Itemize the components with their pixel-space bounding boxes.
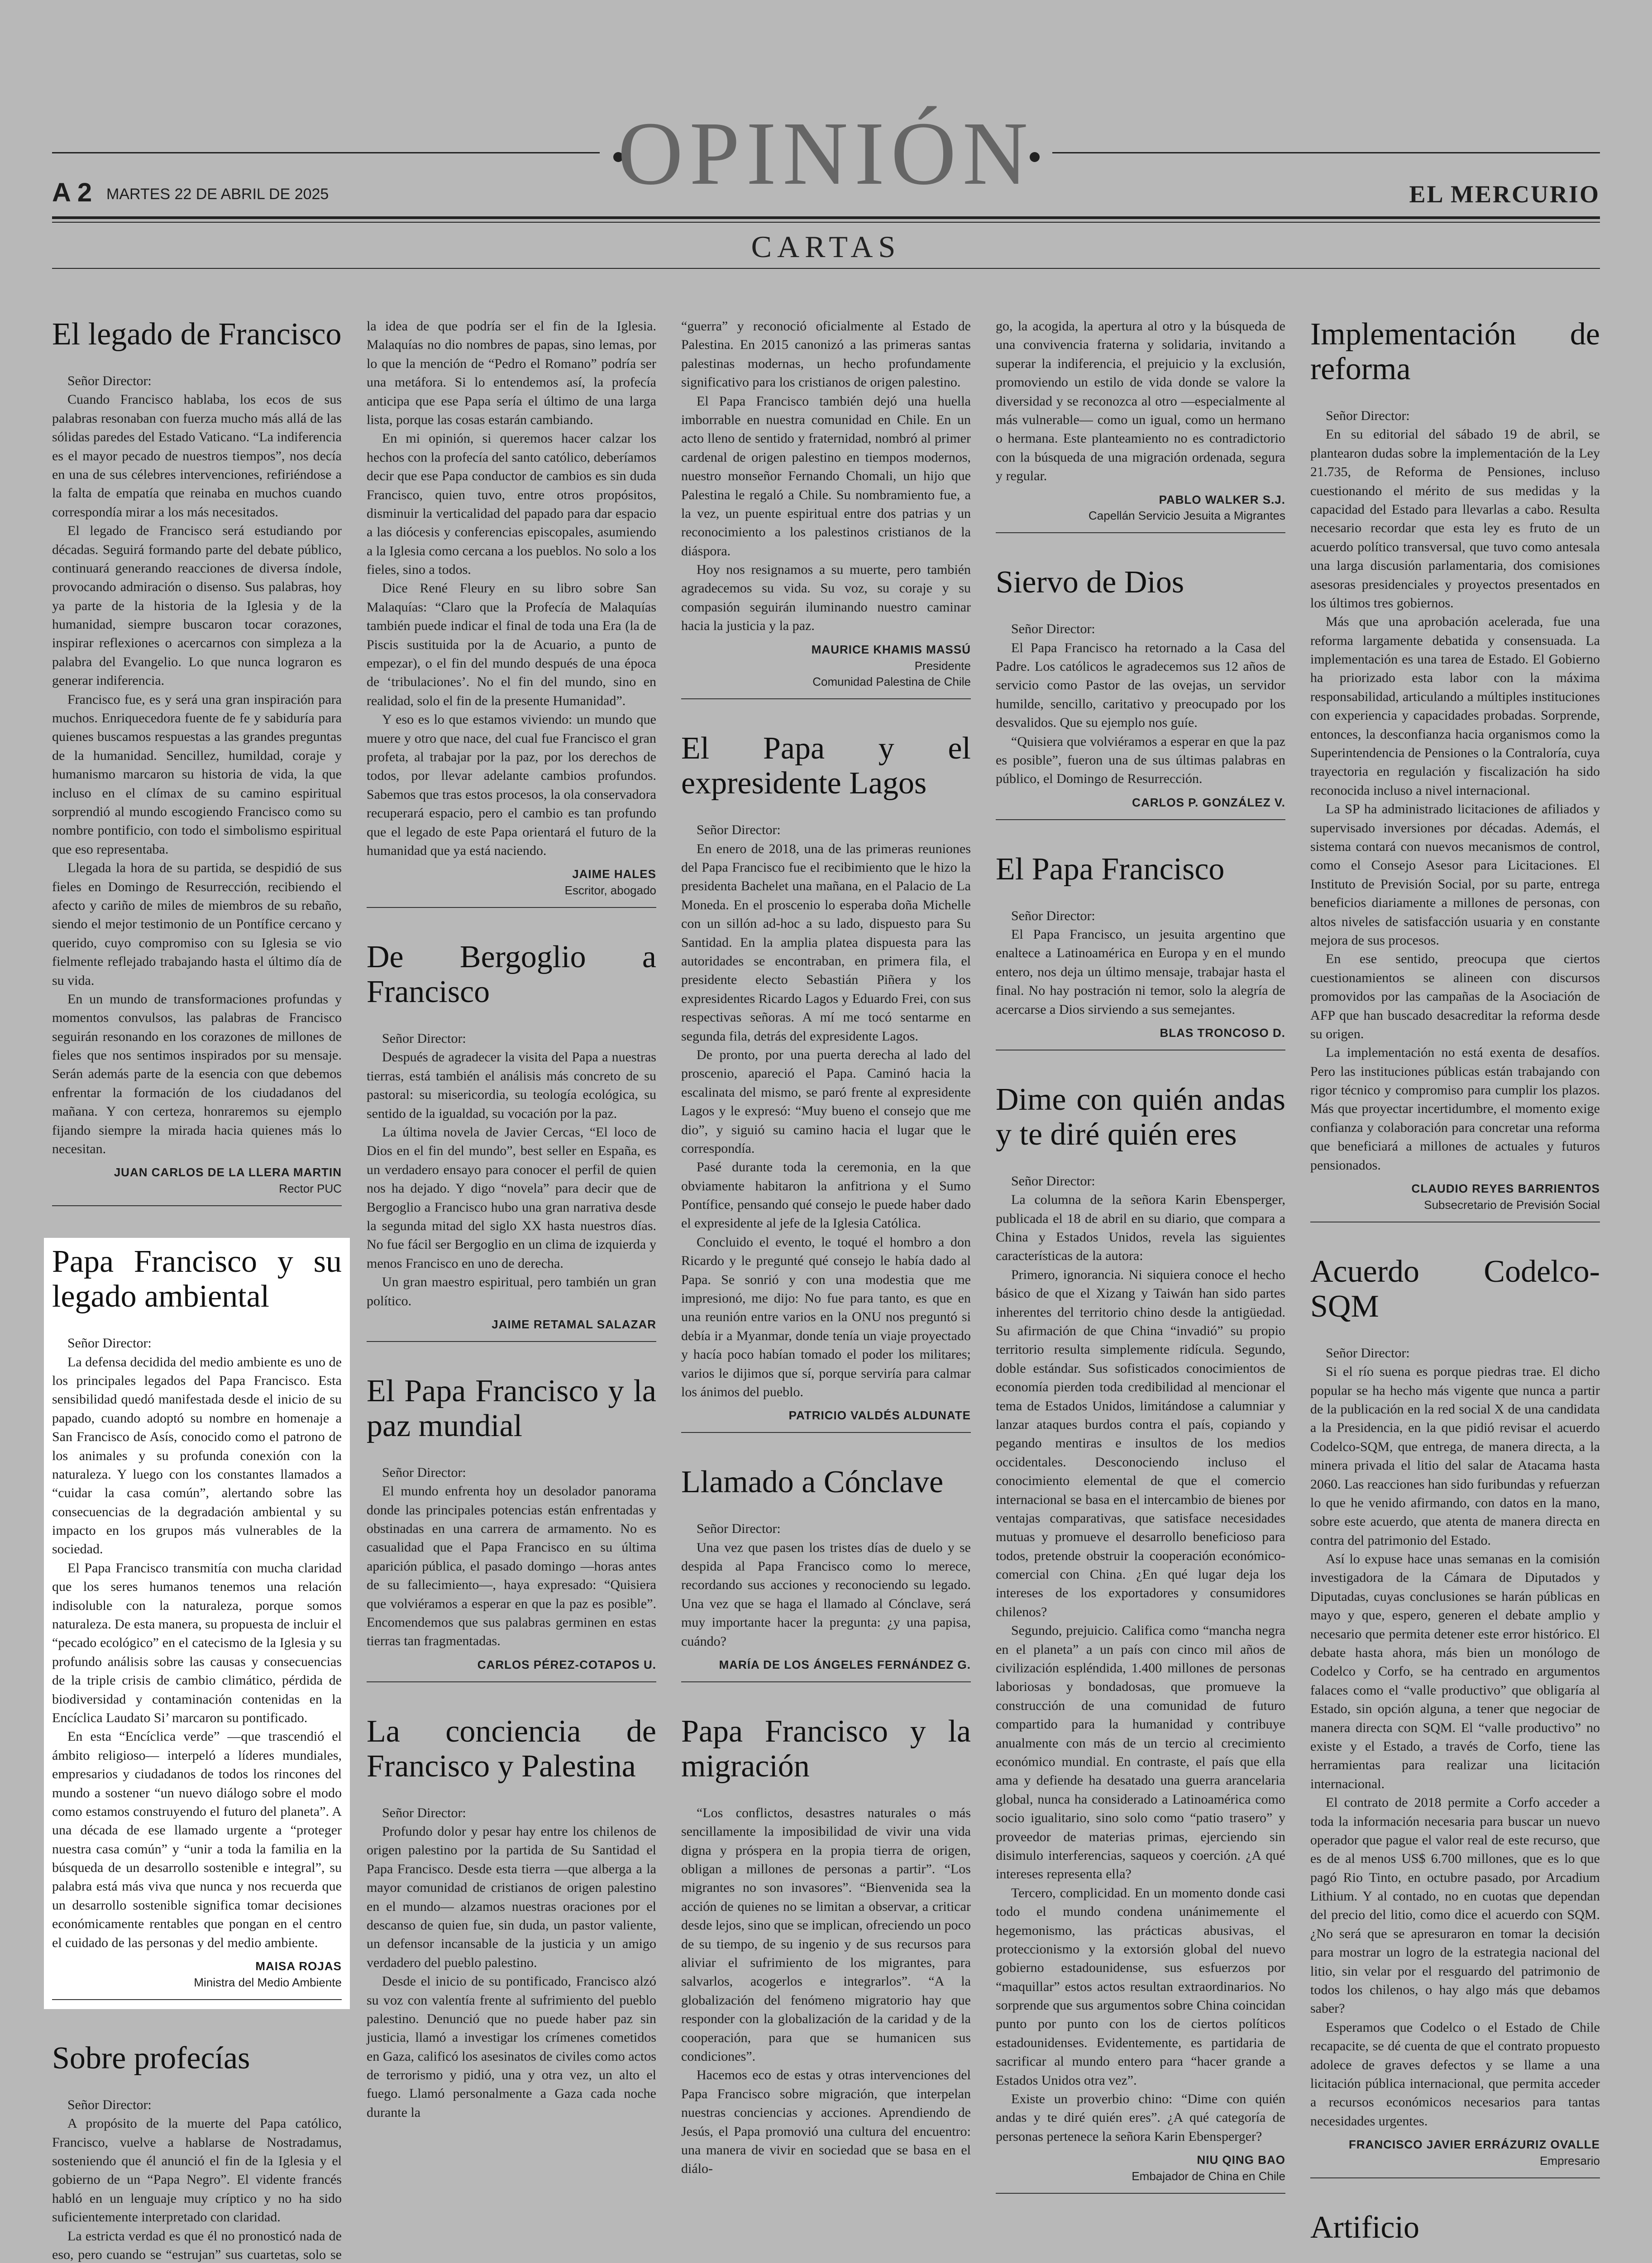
letter-title: Llamado a Cónclave — [681, 1465, 944, 1500]
letter-role: Presidente Comunidad Palestina de Chile — [681, 658, 971, 700]
page-header — [52, 0, 1600, 272]
paragraph: “Quisiera que volviéramos a esperar en que la paz es posible”, fueron una de sus últimas palabras en público, el Domingo de Resurrección. — [996, 734, 1285, 787]
paragraph: Segundo, prejuicio. Califica como “mancha negra en el planeta” a un país con cinco mil años de civilización espléndida, 1.400 millones de personas laboriosas y bondadosas, que promueve la construcción de una comunidad de futuro compartido para la humanidad y contribuye anualmente con más de un tercio al crecimiento económico mundial. En contraste, el país que ella ama y defiende ha desatado una guerra arancelaria global, nunca ha considerado a Latinoamérica como socio igualitario, sino solo como “patio trasero” y proveedor de materias primas, ejerciendo sin disimulo interferencias, saqueos y coerción. ¿A qué intereses representa ella? — [996, 1623, 1285, 1882]
letter-author: NIU QING BAO — [1197, 2153, 1285, 2167]
paragraph: Más que una aprobación acelerada, fue una reforma largamente debatida y consensuada. La implementación es una tarea de Estado. El Gobierno ha priorizado esta labor con la máxima responsabilidad, articulando a múltiples instituciones con experiencia y capacidades probadas. Sorprende, entonces, la desconfianza hacia organismos como la Superintendencia de Pensiones o la Contraloría, cuya trayectoria en regulación y fiscalización ha sido reconocida incluso a nivel internacional. — [1310, 614, 1600, 798]
salutation: Señor Director: — [67, 2097, 152, 2112]
header-rule-thick — [52, 216, 1600, 219]
letter-title: El Papa Francisco — [996, 851, 1225, 887]
paragraph: El Papa Francisco transmitía con mucha claridad que los seres humanos tenemos una relación indisoluble con la naturaleza, porque somos naturaleza. De esta manera, su propuesta de incluir el “pecado ecológico” en el catecismo de la Iglesia y su profundo análisis sobre las causas y consecuencias de la triple crisis de cambio climático, pérdida de biodiversidad y contaminación contenidas en la Encíclica Laudato Si’ marcaron su pontificado. — [52, 1560, 342, 1725]
letter — [1310, 317, 1600, 1222]
letter-title: Papa Francisco y su legado ambiental — [52, 1244, 342, 1314]
letter-title: Papa Francisco y la migración — [681, 1714, 971, 1784]
letter-author: PATRICIO VALDÉS ALDUNATE — [681, 1408, 971, 1433]
letter-author: MAISA ROJAS — [255, 1959, 342, 1973]
paragraph: Así lo expuse hace unas semanas en la comisión investigadora de la Cámara de Diputados y Diputadas, cuyas conclusiones se harán públicas en mayo y que, espero, generen el debate amplio y necesario que permita detener este error histórico. El debate hasta ahora, más bien un monólogo de Codelco y Corfo, se ha centrado en argumentos falaces como el “valle productivo” que obligaría al Estado, sin opción alguna, a tener que negociar de manera directa con SQM. El “valle productivo” no existe y el Estado, a través de Corfo, tiene las herramientas para realizar una licitación internacional. — [1310, 1552, 1600, 1791]
salutation: Señor Director: — [697, 1521, 781, 1537]
letter-title: Acuerdo Codelco-SQM — [1310, 1254, 1600, 1324]
letter — [996, 1082, 1285, 2194]
paragraph: En su editorial del sábado 19 de abril, se plantearon dudas sobre la implementación de la Ley 21.735, de Reforma de Pensiones, incluso cuestionando el mérito de sus medidas y la capacidad del Estado para llevarlas a cabo. Resulta necesario recordar que esta ley es fruto de un acuerdo político transversal, que tuvo como antesala una larga discusión parlamentaria, dos comisiones asesoras presidenciales y proyectos presentados en los últimos tres gobiernos. — [1310, 427, 1600, 611]
letter — [1310, 2210, 1600, 2263]
salutation: Señor Director: — [382, 1465, 466, 1480]
letter-author: FRANCISCO JAVIER ERRÁZURIZ OVALLE — [1349, 2138, 1600, 2152]
paragraph: En esta “Encíclica verde” —que trascendió el ámbito religioso— interpeló a líderes mundiales, empresarios y ciudadanos de todos los rincones del mundo a sostener “un nuevo diálogo sobre el modo como estamos construyendo el futuro del planeta”. A una década de ese llamado urgente a “proteger nuestra casa común” y “unir a toda la familia en la búsqueda de un desarrollo sostenible e integral”, su palabra está más viva que nunca y nos recuerda que un desarrollo sostenible significa tomar decisiones económicamente rentables que pongan en el centro el cuidado de las personas y del medio ambiente. — [52, 1729, 342, 1950]
paragraph: go, la acogida, la apertura al otro y la búsqueda de una convivencia fraterna y solidaria, invitando a superar la indiferencia, el prejuicio y la exclusión, promoviendo un estilo de vida donde se valore la diversidad y se reconozca al otro —especialmente al más vulnerable— como un igual, como un hermano o hermana. Este planteamiento no es contradictorio con la búsqueda de una migración ordenada, segura y regular. — [996, 319, 1285, 484]
letter — [681, 1714, 971, 2178]
column-4 — [996, 317, 1285, 2225]
salutation: Señor Director: — [1011, 621, 1095, 637]
header-rule-thin — [52, 222, 1600, 223]
salutation: Señor Director: — [1011, 1173, 1095, 1189]
page-date: MARTES 22 DE ABRIL DE 2025 — [106, 186, 329, 203]
letter-author: JUAN CARLOS DE LA LLERA MARTIN — [114, 1165, 342, 1179]
paragraph: Un gran maestro espiritual, pero también un gran político. — [367, 1275, 656, 1308]
letter — [1310, 1254, 1600, 2178]
salutation: Señor Director: — [1011, 908, 1095, 923]
letter-title: Artificio — [1310, 2210, 1420, 2245]
letter-title: Siervo de Dios — [996, 565, 1184, 600]
letter-role: Subsecretario de Previsión Social — [1310, 1197, 1600, 1222]
salutation: Señor Director: — [382, 1031, 466, 1046]
letter-role: Ministra del Medio Ambiente — [52, 1975, 342, 2000]
paragraph: La estricta verdad es que él no pronosticó nada de eso, pero cuando se “estrujan” sus cuartetas, solo se — [52, 2228, 342, 2262]
paragraph: Francisco fue, es y será una gran inspiración para muchos. Enriquecedora fuente de fe y sabiduría para quienes buscamos respuestas a las grandes preguntas de la humanidad. Sencillez, humildad, coraje y humanismo marcaron su historia de vida, la que incluso en el clímax de su camino espiritual sorprendió al mundo escogiendo Francisco como su nombre pontificio, con todo el simbolismo espiritual que eso representaba. — [52, 692, 342, 857]
paragraph: En mi opinión, si queremos hacer calzar los hechos con la profecía del santo católico, deberíamos decir que ese Papa conductor de cambios es sin duda Francisco, quien tuvo, entre otros propósitos, disminuir la verticalidad del papado para dar espacio a las diócesis y conferencias episcopales, asumiendo a la Iglesia como cercana a los pueblos. No solo a los fieles, sino a todos. — [367, 431, 656, 578]
paragraph: Profundo dolor y pesar hay entre los chilenos de origen palestino por la partida de Su Santidad el Papa Francisco. Desde esta tierra —que alberga a la mayor comunidad de cristianos de origen palestino en el mundo— alzamos nuestras oraciones por el descanso de quien fue, sin duda, un pastor valiente, un defensor incansable de la justicia y un amigo verdadero del pueblo palestino. — [367, 1824, 656, 1970]
paragraph: Esperamos que Codelco o el Estado de Chile recapacite, se dé cuenta de que el contrato propuesto adolece de graves defectos y se llame a una licitación pública internacional, que permita acceder a recursos económicos necesarios para tantas necesidades urgentes. — [1310, 2020, 1600, 2129]
column-5 — [1310, 317, 1600, 2263]
paragraph: El Papa Francisco, un jesuita argentino que enaltece a Latinoamérica en Europa y en el mundo entero, nos deja un último mensaje, trabajar hasta el final. No hay postración ni temor, solo la alegría de acercarse a Dios sirviendo a sus semejantes. — [996, 927, 1285, 1017]
letter-title: El legado de Francisco — [52, 317, 342, 352]
section-title: OPINIÓN — [617, 104, 1035, 204]
paragraph: Existe un proverbio chino: “Dime con quién andas y te diré quién eres”. ¿A qué categoría de personas pertenece la señora Karin Ebensperger? — [996, 2091, 1285, 2144]
letter-role: Capellán Servicio Jesuita a Migrantes — [996, 508, 1285, 533]
salutation: Señor Director: — [382, 1805, 466, 1820]
letter-title: El Papa y el expresidente Lagos — [681, 731, 971, 801]
column-2 — [367, 317, 656, 2153]
paragraph: Si el río suena es porque piedras trae. El dicho popular se ha hecho más vigente que nunca a partir de la publicación en la red social X de una candidata a la Presidencia, en la que pidió revisar el acuerdo Codelco-SQM, que entrega, de manera directa, a la minera privada el litio del salar de Atacama hasta 2060. Las reacciones han sido furibundas y refuerzan lo que he venido afirmando, con datos en la mano, sobre este acuerdo, que atenta de manera directa en contra del patrimonio del Estado. — [1310, 1364, 1600, 1548]
paragraph: De pronto, por una puerta derecha al lado del proscenio, apareció el Papa. Caminó hacia la escalinata del mismo, se paró frente al expresidente Lagos y le expresó: “Muy bueno el consejo que me dio”, y siguió su camino hacia el lugar que le correspondía. — [681, 1047, 971, 1156]
letter-continued — [681, 317, 971, 699]
letter-title: La conciencia de Francisco y Palestina — [367, 1714, 656, 1784]
paragraph: la idea de que podría ser el fin de la Iglesia. Malaquías no dio nombres de papas, sino lemas, por lo que la mención de “Pedro el Romano” podría ser una metáfora. Si lo entendemos así, la profecía anticipa que ese Papa sería el último de una larga lista, porque las cosas estarán cambiando. — [367, 319, 656, 427]
letter-title: De Bergoglio a Francisco — [367, 940, 656, 1010]
paragraph: En enero de 2018, una de las primeras reuniones del Papa Francisco fue el recibimiento que le hizo la presidenta Bachelet una mañana, en el Palacio de La Moneda. En el proscenio lo esperaba doña Michelle con un sillón ad-hoc a su lado, dispuesto para Su Santidad. En la amplia platea dispuesta para las autoridades se encontraban, en primera fila, el presidente electo Sebastián Piñera y los expresidentes Ricardo Lagos y Eduardo Frei, con sus respectivas señoras. A mí me tocó sentarme en segunda fila, detrás del expresidente Lagos. — [681, 841, 971, 1044]
paragraph: Pasé durante toda la ceremonia, en la que obviamente habitaron la anfitriona y el Sumo Pontífice, pensando qué consejo le puede haber dado el expresidente al jefe de la Iglesia Católica. — [681, 1160, 971, 1231]
letter-author: MARÍA DE LOS ÁNGELES FERNÁNDEZ G. — [681, 1657, 971, 1682]
column-1 — [52, 317, 342, 2263]
letter — [52, 2041, 342, 2263]
letter — [996, 565, 1285, 820]
letter-title: Implementación de reforma — [1310, 317, 1600, 387]
paragraph: La columna de la señora Karin Ebensperger, publicada el 18 de abril en su diario, que compara a China y Estados Unidos, revela las siguientes características de la autora: — [996, 1192, 1285, 1264]
paragraph: Cuando Francisco hablaba, los ecos de sus palabras resonaban con fuerza mucho más allá de las sólidas paredes del Estado Vaticano. “La indiferencia es el mayor pecado de nuestros tiempos”, nos decía en una de sus célebres intervenciones, refiriéndose a la falta de empatía que reinaba en muchos cuando correspondía mirar a los más necesitados. — [52, 392, 342, 520]
salutation: Señor Director: — [1326, 408, 1410, 423]
letter-title: El Papa Francisco y la paz mundial — [367, 1373, 656, 1443]
letter-author: CLAUDIO REYES BARRIENTOS — [1411, 1182, 1600, 1196]
paragraph: Hoy nos resignamos a su muerte, pero también agradecemos su vida. Su voz, su coraje y su compasión seguirán iluminando nuestro caminar hacia la justicia y la paz. — [681, 562, 971, 634]
paragraph: “guerra” y reconoció oficialmente al Estado de Palestina. En 2015 canonizó a las primeras santas palestinas modernas, un hecho profundamente significativo para los cristianos de origen palestino. — [681, 319, 971, 390]
paragraph: El mundo enfrenta hoy un desolador panorama donde las principales potencias están enfrentadas y obstinadas en una carrera de armamento. No es casualidad que el Papa Francisco en su última aparición pública, el pasado domingo —horas antes de su fallecimiento—, haya expresado: “Quisiera que volviéramos a esperar en que la paz es posible”. Encomendemos que sus palabras germinen en estas tierras tan fragmentadas. — [367, 1484, 656, 1649]
letter-continued — [996, 317, 1285, 533]
paragraph: El legado de Francisco será estudiando por décadas. Seguirá formando parte del debate público, continuará generando reacciones de diversa índole, provocando admiración o disenso. Sus palabras, hoy ya parte de la historia de la Iglesia y de la humanidad, siempre buscaron tocar corazones, inspirar reflexiones o acercarnos con simpleza a la palabra del Evangelio. Lo que nunca lograron es generar indiferencia. — [52, 523, 342, 688]
letter — [367, 1714, 656, 2122]
paragraph: Y eso es lo que estamos viviendo: un mundo que muere y otro que nace, del cual fue Francisco el gran profeta, al trabajar por la paz, por los derechos de todos, por llevar adelante cambios profundos. Sabemos que tras estos procesos, la ola conservadora recuperará espacio, pero el cambio es tan profundo que el legado de este Papa orientará el futuro de la humanidad que ya está naciendo. — [367, 712, 656, 858]
salutation: Señor Director: — [697, 822, 781, 838]
salutation: Señor Director: — [1326, 1345, 1410, 1361]
letter-author: PABLO WALKER S.J. — [1159, 492, 1285, 506]
letter — [996, 852, 1285, 1050]
paragraph: A propósito de la muerte del Papa católico, Francisco, vuelve a hablarse de Nostradamus, sosteniendo que él anunció el fin de la Iglesia y el gobierno de un “Papa Negro”. El vidente francés habló en un lenguaje muy críptico y no ha sido suficientemente interpretado con claridad. — [52, 2116, 342, 2225]
paragraph: En ese sentido, preocupa que ciertos cuestionamientos se alineen con discursos promovidos por las campañas de la Asociación de AFP que han buscado desacreditar la reforma desde su origen. — [1310, 951, 1600, 1041]
subsection-title: CARTAS — [751, 229, 901, 264]
letter-author: JAIME RETAMAL SALAZAR — [367, 1317, 656, 1342]
paragraph: Una vez que pasen los tristes días de duelo y se despida al Papa Francisco como lo merece, recordando sus acciones y reconociendo su legado. Una vez que se haga el llamado al Cónclave, será muy importante hacer la pregunta: ¿y una papisa, cuándo? — [681, 1540, 971, 1649]
paragraph: El Papa Francisco también dejó una huella imborrable en nuestra comunidad en Chile. En un acto lleno de sentido y fraternidad, nombró al primer cardenal de origen palestino en tiempos modernos, nuestro monseñor Fernando Chomali, un hijo que Palestina le regaló a Chile. Su nombramiento fue, a la vez, un puente espiritual entre dos patrias y un reconocimiento a los palestinos cristianos de la diáspora. — [681, 393, 971, 559]
letter — [367, 1374, 656, 1682]
letter-continued — [367, 317, 656, 908]
paragraph: “Los conflictos, desastres naturales o más sencillamente la imposibilidad de vivir una vida digna y próspera en la propia tierra de origen, obligan a millones de personas a partir”. “Los migrantes no son invasores”. “Bienvenida sea la acción de quienes no se limitan a observar, a criticar desde lejos, sino que se implican, ofreciendo un poco de su tiempo, de su ingenio y de sus recursos para aliviar el sufrimiento de los migrantes, para salvarlos, acogerlos e integrarlos”. “A la globalización del fenómeno migratorio hay que responder con la globalización de la caridad y de la cooperación, para que se humanicen sus condiciones”. — [681, 1805, 971, 2064]
salutation: Señor Director: — [67, 373, 152, 388]
letter — [367, 940, 656, 1342]
letter-author: MAURICE KHAMIS MASSÚ — [811, 642, 971, 656]
paragraph: Concluido el evento, le toqué el hombro a don Ricardo y le pregunté qué consejo le había dado al Papa. Se sonrió y con una modestia que me impresionó, me dijo: No fue para tanto, es que en una reunión entre varios en la ONU nos preguntó si debía ir a Myanmar, donde tenía un viaje proyectado y hacía poco habían tomado el poder los militares; varios le dijimos que sí, porque serviría para calmar los ánimos del pueblo. — [681, 1234, 971, 1399]
paragraph: Primero, ignorancia. Ni siquiera conoce el hecho básico de que el Xizang y Taiwán han sido partes inherentes del territorio chino desde la antigüedad. Su afirmación de que China “invadió” su propio territorio resulta simplemente ridícula. Segundo, doble estándar. Sus sofisticados conocimientos de economía pierden toda credibilidad al mencionar el tema de Estados Unidos, limitándose a calumniar y lanzar ataques burdos contra el país, copiando y pegando mentiras e insultos de los medios occidentales. Desconociendo incluso el conocimiento elemental de que el comercio internacional se basa en el intercambio de bienes por ventajas comparativas, que satisface necesidades mutuas y promueve el desarrollo beneficioso para todos, pretende obstruir la cooperación económico-comercial con China. ¿En qué lugar deja los intereses de los exportadores y consumidores chilenos? — [996, 1267, 1285, 1619]
paragraph: La defensa decidida del medio ambiente es uno de los principales legados del Papa Francisco. Esta sensibilidad quedó manifestada desde el inicio de su papado, cuando adoptó su nombre en homenaje a San Francisco de Asís, conocido como el patrono de los animales y su profunda conexión con la naturaleza. Y luego con los constantes llamados a “cuidar la casa común”, alertando sobre las consecuencias de la degradación ambiental y su impacto en los grupos más vulnerables de la sociedad. — [52, 1354, 342, 1557]
letter — [681, 1465, 971, 1682]
letter-author: JAIME HALES — [572, 867, 656, 881]
paragraph: Después de agradecer la visita del Papa a nuestras tierras, está también el análisis más concreto de su pastoral: su misericordia, su teología ecológica, su sentido de la igualdad, su vocación por la paz. — [367, 1050, 656, 1121]
letter-role: Empresario — [1310, 2153, 1600, 2178]
paragraph: La SP ha administrado licitaciones de afiliados y supervisado inversiones por décadas. Además, el sistema contará con nuevos mecanismos de control, como el Consejo Asesor para Licitaciones. El Instituto de Previsión Social, por su parte, entrega beneficios diariamente a millones de personas, con altos niveles de satisfacción usuaria y en constante mejora de sus procesos. — [1310, 802, 1600, 948]
paragraph: La implementación no está exenta de desafíos. Pero las instituciones públicas están trabajando con rigor técnico y compromiso para cumplir los plazos. Más que proyectar incertidumbre, el momento exige confianza y colaboración para concretar una reforma que beneficiará a millones de actuales y futuros pensionados. — [1310, 1045, 1600, 1173]
salutation: Señor Director: — [67, 1336, 152, 1351]
letter-highlighted — [44, 1238, 350, 2009]
letter-author: CARLOS P. GONZÁLEZ V. — [996, 795, 1285, 820]
header-rule-bottom — [52, 268, 1600, 269]
letter — [681, 731, 971, 1433]
letter-role: Rector PUC — [52, 1181, 342, 1206]
letter-role: Escritor, abogado — [367, 883, 656, 908]
paragraph: Llegada la hora de su partida, se despidió de sus fieles en Domingo de Resurrección, recibiendo el afecto y cariño de miles de miembros de su rebaño, siendo el mejor testimonio de un Pontífice cercano y querido, cuyo compromiso con su Iglesia se vio fielmente reflejado trabajando hasta el último día de su vida. — [52, 860, 342, 988]
letter — [52, 317, 342, 1206]
paragraph: La última novela de Javier Cercas, “El loco de Dios en el fin del mundo”, best seller en España, es un verdadero ensayo para conocer el perfil de quien nos ha dejado. Y digo “novela” para decir que de Bergoglio a Francisco hubo una gran narrativa desde la segunda mitad del siglo XX hasta nuestros días. No fue fácil ser Bergoglio en un clima de izquierda y menos Francisco en uno de derecha. — [367, 1125, 656, 1271]
letter-author: BLAS TRONCOSO D. — [996, 1025, 1285, 1050]
page-number: A 2 — [52, 178, 92, 207]
column-3 — [681, 317, 971, 2210]
newspaper-name: EL MERCURIO — [1409, 181, 1600, 208]
paragraph: El contrato de 2018 permite a Corfo acceder a toda la información necesaria para buscar un nuevo operador que pague el valor real de este recurso, que es de al menos US$ 6.700 millones, que es lo que pagó Rio Tinto, en octubre pasado, por Arcadium Lithium. Y al contado, no en cuotas que dependan del precio del litio, como dice el acuerdo con SQM. ¿No será que se apresuraron en tomar la decisión para mostrar un logro de la estrategia nacional del litio, sin velar por el resguardo del patrimonio de todos los chilenos, o hay algo más que debamos saber? — [1310, 1795, 1600, 2016]
paragraph: Hacemos eco de estas y otras intervenciones del Papa Francisco sobre migración, que interpelan nuestras conciencias y acciones. Aprendiendo de Jesús, el Papa promovió una cultura del encuentro: una manera de vivir en sociedad que se basa en el diálo- — [681, 2067, 971, 2177]
paragraph: Dice René Fleury en su libro sobre San Malaquías: “Claro que la Profecía de Malaquías también puede indicar el final de toda una Era (la de Piscis sustituida por la de Acuario, a punto de empezar), o el fin del mundo después de una época de ‘tribulaciones’. No el fin del mundo, sino en realidad, solo el fin de la presente Humanidad”. — [367, 581, 656, 708]
letter-author: CARLOS PÉREZ-COTAPOS U. — [367, 1657, 656, 1682]
paragraph: Tercero, complicidad. En un momento donde casi todo el mundo condena unánimemente el hegemonismo, las prácticas abusivas, el proteccionismo y la extorsión global del nuevo gobierno estadounidense, sus esfuerzos por “maquillar” estos actos resultan extraordinarios. No sorprende que sus argumentos sobre China coincidan punto por punto con los de ciertos políticos estadounidenses. Evidentemente, es partidaria de sacrificar al mundo entero para “hacer grande a Estados Unidos otra vez”. — [996, 1885, 1285, 2088]
letter-title: Dime con quién andas y te diré quién eres — [996, 1082, 1285, 1152]
letter-title: Sobre profecías — [52, 2040, 250, 2076]
paragraph: Desde el inicio de su pontificado, Francisco alzó su voz con valentía frente al sufrimiento del pueblo palestino. Denunció que no puede haber paz sin justicia, llamó a investigar los crímenes cometidos en Gaza, calificó los asesinatos de civiles como actos de terrorismo y pidió, una y otra vez, un alto el fuego. Llamó personalmente a Gaza cada noche durante la — [367, 1974, 656, 2120]
paragraph: En un mundo de transformaciones profundas y momentos convulsos, las palabras de Francisco seguirán resonando en los corazones de millones de fieles que nos sentimos inspirados por su mensaje. Serán además parte de la esencia con que debemos enfrentar la formación de los ciudadanos del mañana. Y con certeza, honraremos su ejemplo fijando siempre la mirada hacia quienes más lo necesitan. — [52, 991, 342, 1157]
paragraph: El Papa Francisco ha retornado a la Casa del Padre. Los católicos le agradecemos sus 12 años de servicio como Pastor de las ovejas, un servidor humilde, sencillo, caritativo y preocupado por los desvalidos. Que su ejemplo nos guíe. — [996, 640, 1285, 730]
letter-role: Embajador de China en Chile — [996, 2168, 1285, 2194]
